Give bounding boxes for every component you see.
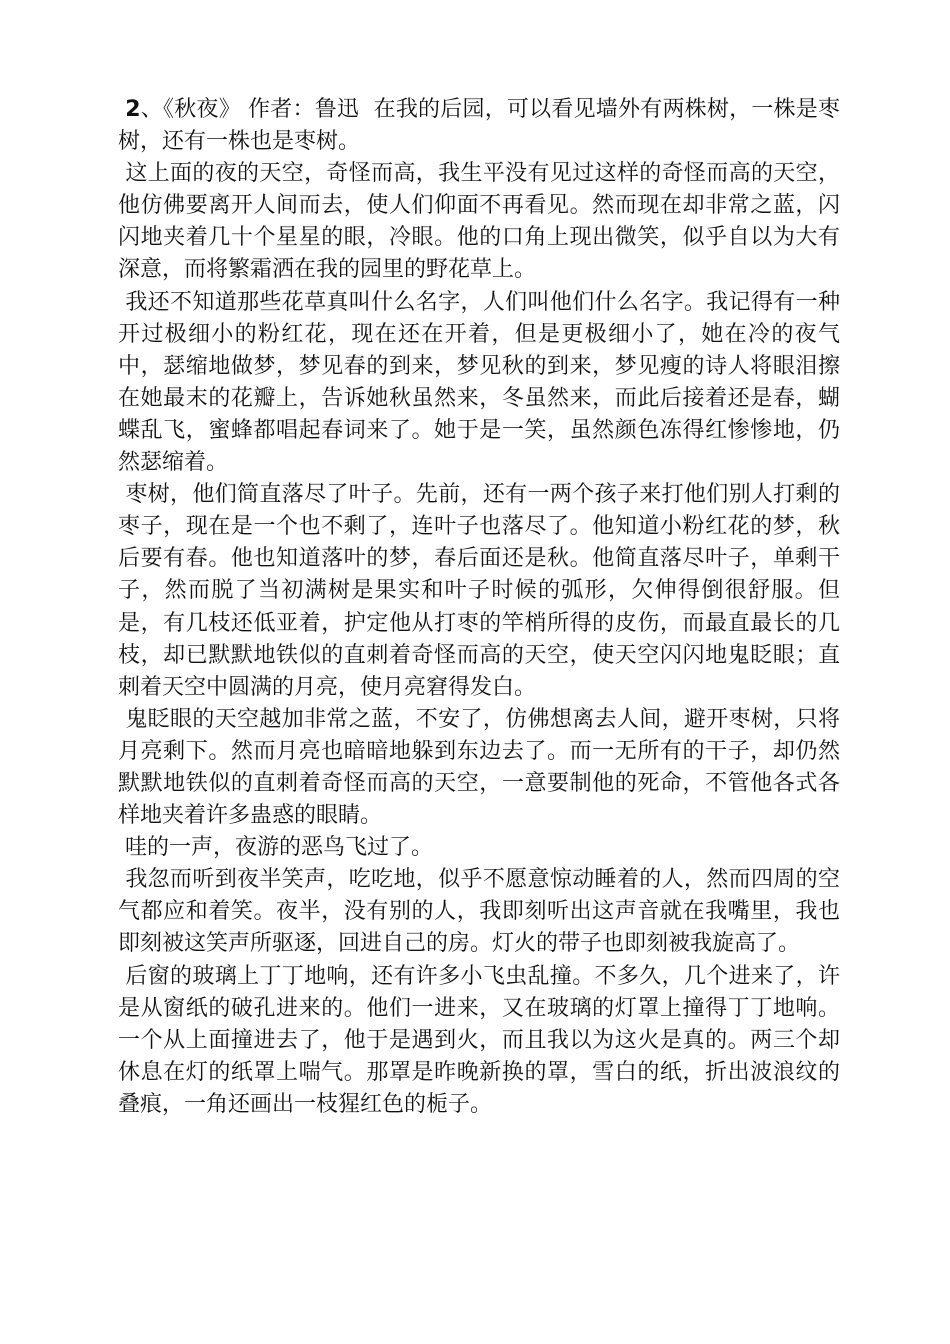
paragraph-text: 鬼眨眼的天空越加非常之蓝，不安了，仿佛想离去人间，避开枣树，只将月亮剩下。然而月亮也暗暗地躲到东边去了。而一无所有的干子，却仍然默默地铁似的直刺着奇怪而高的天空，一意要制他的死命，不管他各式各样地夹着许多蛊惑的眼睛。 (118, 706, 840, 829)
paragraph-text: 这上面的夜的天空，奇怪而高，我生平没有见过这样的奇怪而高的天空，他仿佛要离开人间而去，使人们仰面不再看见。然而现在却非常之蓝，闪闪地夹着几十个星星的眼，冷眼。他的口角上现出微笑，似乎自以为大有深意，而将繁霜洒在我的园里的野花草上。 (118, 161, 840, 283)
paragraph-text: 后窗的玻璃上丁丁地响，还有许多小飞虫乱撞。不多久，几个进来了，许是从窗纸的破孔进来的。他们一进来，又在玻璃的灯罩上撞得丁丁地响。一个从上面撞进去了，他于是遇到火，而且我以为这火是真的。两三个却休息在灯的纸罩上喘气。那罩是昨晚新换的罩，雪白的纸，折出波浪纹的叠痕，一角还画出一枝猩红色的栀子。 (118, 963, 840, 1117)
paragraph-8 (118, 961, 840, 1121)
paragraph-text: 我忽而听到夜半笑声，吃吃地，似乎不愿意惊动睡着的人，然而四周的空气都应和着笑。夜半，没有别的人，我即刻听出这声音就在我嘴里，我也即刻被这笑声所驱逐，回进自己的房。灯火的带子也即刻被我旋高了。 (118, 867, 840, 957)
document-heading: 、《秋夜》 作者：鲁迅 (140, 97, 360, 122)
document-body (118, 94, 840, 1121)
paragraph-text: 哇的一声，夜游的恶鸟飞过了。 (125, 835, 434, 861)
paragraph-text: 我还不知道那些花草真叫什么名字，人们叫他们什么名字。我记得有一种开过极细小的粉红花，现在还在开着，但是更极细小了，她在冷的夜气中，瑟缩地做梦，梦见春的到来，梦见秋的到来，梦见瘦的诗人将眼泪擦在她最末的花瓣上，告诉她秋虽然来，冬虽然来，而此后接着还是春，蝴蝶乱飞，蜜蜂都唱起春词来了。她于是一笑，虽然颜色冻得红惨惨地，仍然瑟缩着。 (118, 289, 840, 476)
paragraph-3 (118, 287, 840, 480)
paragraph-2 (118, 158, 840, 286)
paragraph-text: 在我的后园，可以看见墙外有两株树，一株是枣树，还有一株也是枣树。 (118, 97, 840, 155)
paragraph-5 (118, 704, 840, 832)
paragraph-1 (118, 94, 840, 158)
paragraph-4 (118, 479, 840, 704)
paragraph-text: 枣树，他们简直落尽了叶子。先前，还有一两个孩子来打他们别人打剩的枣子，现在是一个也不剩了，连叶子也落尽了。他知道小粉红花的梦，秋后要有春。他也知道落叶的梦，春后面还是秋。他简直落尽叶子，单剩干子，然而脱了当初满树是果实和叶子时候的弧形，欠伸得倒很舒服。但是，有几枝还低亚着，护定他从打枣的竿梢所得的皮伤，而最直最长的几枝，却已默默地铁似的直刺着奇怪而高的天空，使天空闪闪地鬼眨眼；直刺着天空中圆满的月亮，使月亮窘得发白。 (118, 482, 840, 700)
section-number: 2 (125, 97, 141, 122)
paragraph-6 (118, 832, 840, 864)
paragraph-7 (118, 864, 840, 960)
